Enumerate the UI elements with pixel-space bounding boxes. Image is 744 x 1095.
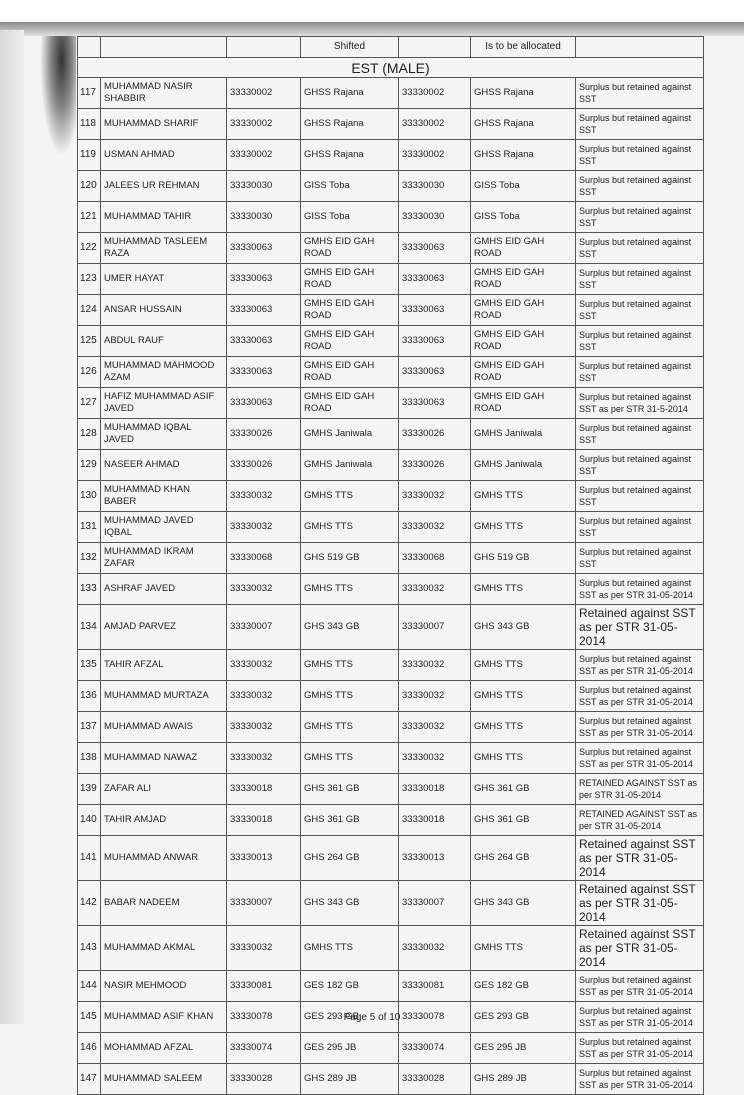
school-code: 33330030	[227, 202, 301, 233]
teacher-name: BABAR NADEEM	[101, 881, 227, 926]
teacher-name: MUHAMMAD IQBAL JAVED	[101, 419, 227, 450]
section-title: EST (MALE)	[78, 58, 704, 78]
teacher-name: MUHAMMAD MAHMOOD AZAM	[101, 357, 227, 388]
teacher-name: MUHAMMAD ASIF KHAN	[101, 1002, 227, 1033]
teacher-name: HAFIZ MUHAMMAD ASIF JAVED	[101, 388, 227, 419]
new-school-name: GMHS EID GAH ROAD	[471, 388, 576, 419]
remarks: Surplus but retained against SST	[576, 233, 704, 264]
new-school-code: 33330026	[399, 450, 471, 481]
new-school-code: 33330030	[399, 202, 471, 233]
teacher-name: MUHAMMAD IKRAM ZAFAR	[101, 543, 227, 574]
teacher-name: ANSAR HUSSAIN	[101, 295, 227, 326]
school-name: GHSS Rajana	[301, 78, 399, 109]
new-school-name: GMHS TTS	[471, 743, 576, 774]
new-school-name: GISS Toba	[471, 171, 576, 202]
school-code: 33330063	[227, 388, 301, 419]
remarks: Surplus but retained against SST as per STR 31-05-2014	[576, 1033, 704, 1064]
school-code: 33330013	[227, 836, 301, 881]
teacher-name: MUHAMMAD KHAN BABER	[101, 481, 227, 512]
new-school-code: 33330068	[399, 543, 471, 574]
school-code: 33330074	[227, 1033, 301, 1064]
new-school-code: 33330032	[399, 512, 471, 543]
serial-no: 142	[78, 881, 101, 926]
school-code: 33330068	[227, 543, 301, 574]
serial-no: 141	[78, 836, 101, 881]
teacher-name: MUHAMMAD SHARIF	[101, 109, 227, 140]
new-school-name: GES 293 GB	[471, 1002, 576, 1033]
new-school-code: 33330032	[399, 481, 471, 512]
school-code: 33330026	[227, 450, 301, 481]
serial-no: 126	[78, 357, 101, 388]
table-row	[78, 481, 704, 512]
table-row	[78, 836, 704, 881]
new-school-code: 33330063	[399, 233, 471, 264]
new-school-name: GMHS EID GAH ROAD	[471, 295, 576, 326]
scan-smudge	[40, 36, 76, 156]
remarks: Retained against SST as per STR 31-05-2014	[576, 605, 704, 650]
new-school-code: 33330063	[399, 388, 471, 419]
remarks: Surplus but retained against SST	[576, 450, 704, 481]
header-row	[78, 37, 704, 58]
table-row	[78, 1033, 704, 1064]
school-code: 33330007	[227, 605, 301, 650]
school-name: GISS Toba	[301, 171, 399, 202]
school-name: GMHS TTS	[301, 512, 399, 543]
table-row	[78, 512, 704, 543]
remarks: Retained against SST as per STR 31-05-2014	[576, 836, 704, 881]
school-code: 33330063	[227, 295, 301, 326]
serial-no: 124	[78, 295, 101, 326]
school-name: GHS 361 GB	[301, 774, 399, 805]
header-shifted: Shifted	[301, 37, 399, 58]
remarks: Surplus but retained against SST as per STR 31-05-2014	[576, 971, 704, 1002]
school-name: GHSS Rajana	[301, 109, 399, 140]
remarks: Surplus but retained against SST as per STR 31-5-2014	[576, 388, 704, 419]
school-name: GMHS Janiwala	[301, 450, 399, 481]
teacher-name: ABDUL RAUF	[101, 326, 227, 357]
remarks: Surplus but retained against SST as per STR 31-05-2014	[576, 650, 704, 681]
table-row	[78, 171, 704, 202]
new-school-name: GES 182 GB	[471, 971, 576, 1002]
serial-no: 117	[78, 78, 101, 109]
school-code: 33330032	[227, 512, 301, 543]
new-school-code: 33330026	[399, 419, 471, 450]
table-row	[78, 388, 704, 419]
school-name: GES 182 GB	[301, 971, 399, 1002]
school-code: 33330026	[227, 419, 301, 450]
table-row	[78, 78, 704, 109]
serial-no: 120	[78, 171, 101, 202]
school-name: GMHS TTS	[301, 574, 399, 605]
table-row	[78, 326, 704, 357]
table-row	[78, 681, 704, 712]
table-row	[78, 109, 704, 140]
teacher-name: MUHAMMAD NASIR SHABBIR	[101, 78, 227, 109]
serial-no: 118	[78, 109, 101, 140]
new-school-code: 33330074	[399, 1033, 471, 1064]
school-code: 33330018	[227, 805, 301, 836]
new-school-code: 33330018	[399, 774, 471, 805]
new-school-name: GMHS TTS	[471, 650, 576, 681]
new-school-code: 33330063	[399, 326, 471, 357]
school-name: GES 295 JB	[301, 1033, 399, 1064]
table-row	[78, 1064, 704, 1095]
teacher-name: NASEER AHMAD	[101, 450, 227, 481]
new-school-name: GMHS EID GAH ROAD	[471, 326, 576, 357]
remarks: Surplus but retained against SST as per STR 31-05-2014	[576, 1064, 704, 1095]
header-allocated: Is to be allocated	[471, 37, 576, 58]
table-row	[78, 712, 704, 743]
school-code: 33330032	[227, 926, 301, 971]
teacher-name: MUHAMMAD ANWAR	[101, 836, 227, 881]
school-code: 33330063	[227, 264, 301, 295]
school-name: GHS 343 GB	[301, 881, 399, 926]
remarks: Surplus but retained against SST	[576, 264, 704, 295]
school-code: 33330032	[227, 743, 301, 774]
scan-top-margin	[0, 0, 744, 24]
serial-no: 137	[78, 712, 101, 743]
new-school-code: 33330032	[399, 650, 471, 681]
teacher-name: MUHAMMAD TAHIR	[101, 202, 227, 233]
remarks: Surplus but retained against SST	[576, 140, 704, 171]
new-school-code: 33330028	[399, 1064, 471, 1095]
remarks: Surplus but retained against SST	[576, 512, 704, 543]
teacher-name: MUHAMMAD TASLEEM RAZA	[101, 233, 227, 264]
remarks: Surplus but retained against SST	[576, 78, 704, 109]
new-school-code: 33330002	[399, 78, 471, 109]
table-row	[78, 140, 704, 171]
remarks: Surplus but retained against SST	[576, 481, 704, 512]
new-school-code: 33330018	[399, 805, 471, 836]
table-row	[78, 926, 704, 971]
table-row	[78, 650, 704, 681]
table-row	[78, 543, 704, 574]
school-name: GMHS EID GAH ROAD	[301, 326, 399, 357]
school-code: 33330032	[227, 574, 301, 605]
serial-no: 140	[78, 805, 101, 836]
remarks: Surplus but retained against SST as per STR 31-05-2014	[576, 712, 704, 743]
new-school-name: GMHS TTS	[471, 512, 576, 543]
school-code: 33330081	[227, 971, 301, 1002]
school-code: 33330032	[227, 712, 301, 743]
remarks: Surplus but retained against SST as per STR 31-05-2014	[576, 574, 704, 605]
table-row	[78, 357, 704, 388]
school-code: 33330032	[227, 650, 301, 681]
school-code: 33330063	[227, 326, 301, 357]
teacher-name: ZAFAR ALI	[101, 774, 227, 805]
new-school-code: 33330032	[399, 681, 471, 712]
serial-no: 135	[78, 650, 101, 681]
serial-no: 122	[78, 233, 101, 264]
school-name: GHS 361 GB	[301, 805, 399, 836]
remarks: Retained against SST as per STR 31-05-2014	[576, 881, 704, 926]
new-school-name: GHS 343 GB	[471, 605, 576, 650]
new-school-code: 33330030	[399, 171, 471, 202]
scan-shadow	[0, 22, 744, 36]
teacher-name: TAHIR AFZAL	[101, 650, 227, 681]
new-school-code: 33330013	[399, 836, 471, 881]
new-school-code: 33330007	[399, 605, 471, 650]
serial-no: 130	[78, 481, 101, 512]
teacher-name: ASHRAF JAVED	[101, 574, 227, 605]
page-number: Page 5 of 10	[343, 1012, 401, 1023]
new-school-name: GMHS TTS	[471, 574, 576, 605]
school-name: GHSS Rajana	[301, 140, 399, 171]
remarks: Retained against SST as per STR 31-05-2014	[576, 926, 704, 971]
new-school-code: 33330063	[399, 264, 471, 295]
new-school-name: GHSS Rajana	[471, 78, 576, 109]
serial-no: 138	[78, 743, 101, 774]
new-school-name: GHS 264 GB	[471, 836, 576, 881]
table-row	[78, 202, 704, 233]
serial-no: 119	[78, 140, 101, 171]
new-school-name: GMHS TTS	[471, 681, 576, 712]
new-school-code: 33330002	[399, 109, 471, 140]
table-row	[78, 574, 704, 605]
remarks: Surplus but retained against SST	[576, 202, 704, 233]
serial-no: 136	[78, 681, 101, 712]
remarks: Surplus but retained against SST	[576, 295, 704, 326]
school-name: GMHS EID GAH ROAD	[301, 264, 399, 295]
table-row	[78, 743, 704, 774]
new-school-name: GISS Toba	[471, 202, 576, 233]
new-school-name: GHS 289 JB	[471, 1064, 576, 1095]
new-school-code: 33330032	[399, 743, 471, 774]
school-code: 33330063	[227, 357, 301, 388]
school-name: GMHS EID GAH ROAD	[301, 295, 399, 326]
remarks: Surplus but retained against SST as per STR 31-05-2014	[576, 743, 704, 774]
school-name: GHS 264 GB	[301, 836, 399, 881]
serial-no: 132	[78, 543, 101, 574]
school-code: 33330078	[227, 1002, 301, 1033]
serial-no: 125	[78, 326, 101, 357]
school-code: 33330002	[227, 140, 301, 171]
serial-no: 143	[78, 926, 101, 971]
new-school-name: GMHS EID GAH ROAD	[471, 357, 576, 388]
new-school-name: GES 295 JB	[471, 1033, 576, 1064]
remarks: Surplus but retained against SST	[576, 419, 704, 450]
section-row	[78, 58, 704, 78]
teacher-name: MUHAMMAD SALEEM	[101, 1064, 227, 1095]
remarks: Surplus but retained against SST as per STR 31-05-2014	[576, 1002, 704, 1033]
teacher-name: MUHAMMAD JAVED IQBAL	[101, 512, 227, 543]
new-school-name: GMHS TTS	[471, 712, 576, 743]
new-school-name: GHSS Rajana	[471, 140, 576, 171]
new-school-name: GMHS Janiwala	[471, 450, 576, 481]
teacher-name: MUHAMMAD AWAIS	[101, 712, 227, 743]
serial-no: 123	[78, 264, 101, 295]
new-school-name: GHSS Rajana	[471, 109, 576, 140]
remarks: RETAINED AGAINST SST as per STR 31-05-2014	[576, 774, 704, 805]
teacher-name: AMJAD PARVEZ	[101, 605, 227, 650]
serial-no: 147	[78, 1064, 101, 1095]
new-school-name: GMHS EID GAH ROAD	[471, 233, 576, 264]
table-row	[78, 774, 704, 805]
school-code: 33330032	[227, 481, 301, 512]
new-school-code: 33330032	[399, 712, 471, 743]
school-name: GMHS TTS	[301, 481, 399, 512]
school-code: 33330018	[227, 774, 301, 805]
serial-no: 131	[78, 512, 101, 543]
new-school-name: GMHS Janiwala	[471, 419, 576, 450]
serial-no: 146	[78, 1033, 101, 1064]
new-school-code: 33330032	[399, 574, 471, 605]
teacher-name: MUHAMMAD MURTAZA	[101, 681, 227, 712]
serial-no: 144	[78, 971, 101, 1002]
school-name: GMHS EID GAH ROAD	[301, 357, 399, 388]
school-code: 33330030	[227, 171, 301, 202]
new-school-name: GMHS EID GAH ROAD	[471, 264, 576, 295]
teacher-name: MUHAMMAD NAWAZ	[101, 743, 227, 774]
remarks: Surplus but retained against SST	[576, 109, 704, 140]
new-school-code: 33330078	[399, 1002, 471, 1033]
table-row	[78, 881, 704, 926]
school-code: 33330007	[227, 881, 301, 926]
new-school-name: GHS 343 GB	[471, 881, 576, 926]
teacher-name: UMER HAYAT	[101, 264, 227, 295]
serial-no: 145	[78, 1002, 101, 1033]
remarks: Surplus but retained against SST as per STR 31-05-2014	[576, 681, 704, 712]
teacher-name: NASIR MEHMOOD	[101, 971, 227, 1002]
serial-no: 121	[78, 202, 101, 233]
table-row	[78, 605, 704, 650]
new-school-name: GMHS TTS	[471, 926, 576, 971]
new-school-name: GHS 519 GB	[471, 543, 576, 574]
teacher-name: MUHAMMAD AKMAL	[101, 926, 227, 971]
remarks: Surplus but retained against SST	[576, 357, 704, 388]
new-school-code: 33330002	[399, 140, 471, 171]
table-row	[78, 264, 704, 295]
table-row	[78, 419, 704, 450]
new-school-code: 33330007	[399, 881, 471, 926]
school-name: GMHS Janiwala	[301, 419, 399, 450]
new-school-name: GHS 361 GB	[471, 774, 576, 805]
school-name: GMHS EID GAH ROAD	[301, 233, 399, 264]
school-code: 33330032	[227, 681, 301, 712]
table-row	[78, 450, 704, 481]
serial-no: 134	[78, 605, 101, 650]
scan-left-edge	[0, 30, 24, 1024]
table-row	[78, 971, 704, 1002]
table-row	[78, 295, 704, 326]
school-name: GMHS TTS	[301, 743, 399, 774]
teacher-name: JALEES UR REHMAN	[101, 171, 227, 202]
serial-no: 133	[78, 574, 101, 605]
table-row	[78, 233, 704, 264]
new-school-code: 33330063	[399, 295, 471, 326]
school-code: 33330063	[227, 233, 301, 264]
serial-no: 128	[78, 419, 101, 450]
serial-no: 127	[78, 388, 101, 419]
new-school-name: GHS 361 GB	[471, 805, 576, 836]
school-name: GHS 343 GB	[301, 605, 399, 650]
remarks: Surplus but retained against SST	[576, 543, 704, 574]
school-name: GMHS TTS	[301, 681, 399, 712]
new-school-code: 33330032	[399, 926, 471, 971]
school-code: 33330002	[227, 109, 301, 140]
school-name: GES 293 GB	[301, 1002, 399, 1033]
school-name: GMHS TTS	[301, 712, 399, 743]
teacher-name: TAHIR AMJAD	[101, 805, 227, 836]
remarks: Surplus but retained against SST	[576, 171, 704, 202]
school-name: GHS 289 JB	[301, 1064, 399, 1095]
school-name: GMHS TTS	[301, 650, 399, 681]
school-name: GMHS EID GAH ROAD	[301, 388, 399, 419]
teacher-name: USMAN AHMAD	[101, 140, 227, 171]
teacher-name: MOHAMMAD AFZAL	[101, 1033, 227, 1064]
serial-no: 139	[78, 774, 101, 805]
school-code: 33330002	[227, 78, 301, 109]
staff-table	[77, 36, 704, 1095]
school-name: GHS 519 GB	[301, 543, 399, 574]
new-school-code: 33330063	[399, 357, 471, 388]
table-row	[78, 805, 704, 836]
school-code: 33330028	[227, 1064, 301, 1095]
school-name: GISS Toba	[301, 202, 399, 233]
remarks: Surplus but retained against SST	[576, 326, 704, 357]
new-school-name: GMHS TTS	[471, 481, 576, 512]
school-name: GMHS TTS	[301, 926, 399, 971]
serial-no: 129	[78, 450, 101, 481]
remarks: RETAINED AGAINST SST as per STR 31-05-2014	[576, 805, 704, 836]
new-school-code: 33330081	[399, 971, 471, 1002]
